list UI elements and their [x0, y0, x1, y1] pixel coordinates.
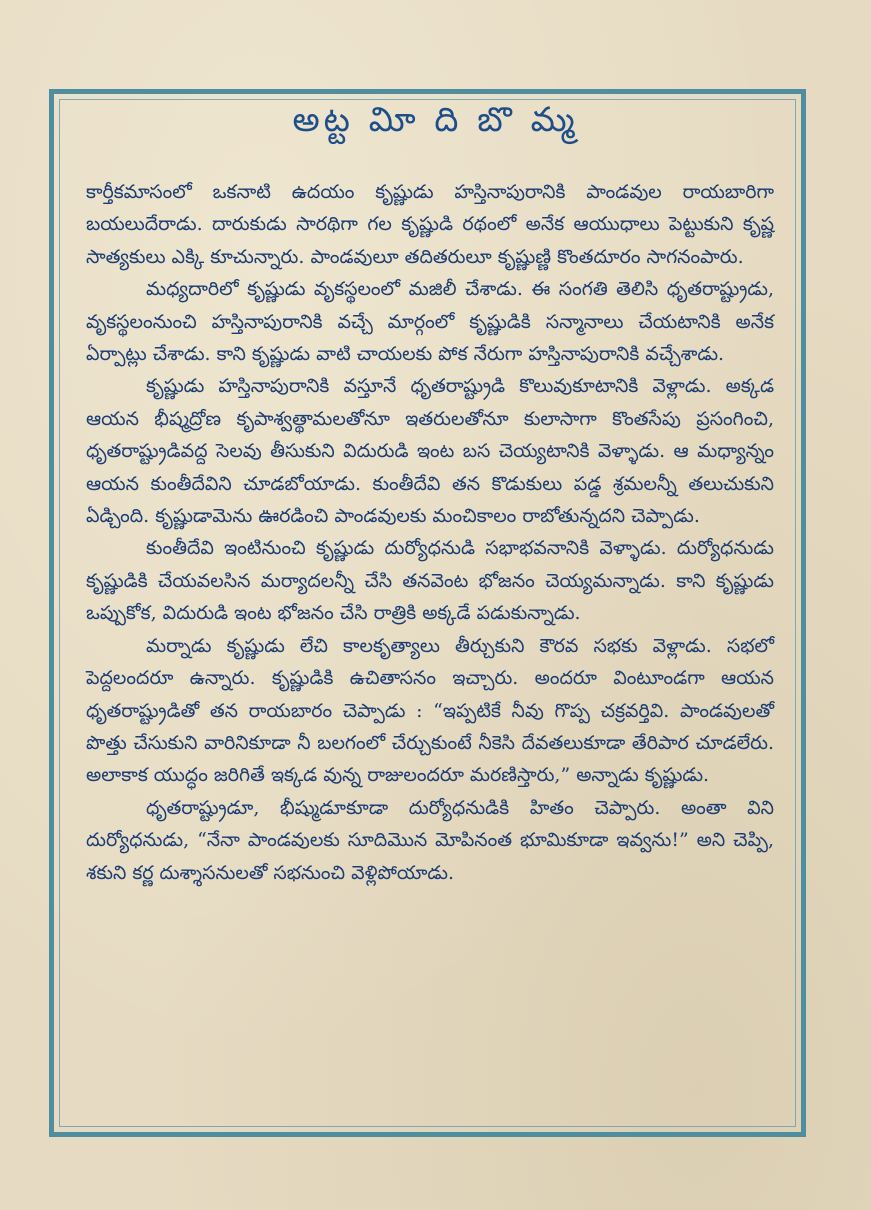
paragraph-3: కృష్ణుడు హస్తినాపురానికి వస్తూనే ధృతరాష్ట్రుడి కొలువుకూటానికి వెళ్లాడు. అక్కడ ఆయన భీష్మద్రోణ కృపాశ్వత్థామలతోనూ ఇతరులతోనూ కులాసాగా కొంతసేపు ప్రసంగించి, ధృతరాష్ట్రుడివద్ద సెలవు తీసుకుని విదురుడి ఇంట బస చెయ్యటానికి వెళ్ళాడు. ఆ మధ్యాన్నం ఆయన కుంతీదేవిని చూడబోయాడు. కుంతీదేవి తన కొడుకులు పడ్డ శ్రమలన్నీ తలుచుకుని ఏడ్చింది. కృష్ణుడామెను ఊరడించి పాండవులకు మంచికాలం రాబోతున్నదని చెప్పాడు. [86, 375, 774, 528]
paragraph-2: మధ్యదారిలో కృష్ణుడు వృకస్థలంలో మజిలీ చేశాడు. ఈ సంగతి తెలిసి ధృతరాష్ట్రుడు, వృకస్థలంనుంచి హస్తినాపురానికి వచ్చే మార్గంలో కృష్ణుడికి సన్మానాలు చేయటానికి అనేక ఏర్పాట్లు చేశాడు. కాని కృష్ణుడు వాటి చాయలకు పోక నేరుగా హస్తినాపురానికి వచ్చేశాడు. [86, 278, 774, 366]
paragraph-4: కుంతీదేవి ఇంటినుంచి కృష్ణుడు దుర్యోధనుడి సభాభవనానికి వెళ్ళాడు. దుర్యోధనుడు కృష్ణుడికి చేయవలసిన మర్యాదలన్నీ చేసి తనవెంట భోజనం చెయ్యమన్నాడు. కాని కృష్ణుడు ఒప్పుకోక, విదురుడి ఇంట భోజనం చేసి రాత్రికి అక్కడే పడుకున్నాడు. [86, 537, 774, 625]
body-text [86, 176, 774, 889]
paragraph-6: ధృతరాష్ట్రుడూ, భీష్ముడూకూడా దుర్యోధనుడికి హితం చెప్పారు. అంతా విని దుర్యోధనుడు, “నేనా పాండవులకు సూదిమొన మోపినంత భూమికూడా ఇవ్వను!” అని చెప్పి, శకుని కర్ణ దుశ్శాసనులతో సభనుంచి వెళ్లిపోయాడు. [86, 796, 774, 884]
paragraph-1: కార్తీకమాసంలో ఒకనాటి ఉదయం కృష్ణుడు హస్తినాపురానికి పాండవుల రాయబారిగా బయలుదేరాడు. దారుకుడు సారథిగా గల కృష్ణుడి రథంలో అనేక ఆయుధాలు పెట్టుకుని కృష్ణ సాత్యకులు ఎక్కి కూచున్నారు. పాండవులూ తదితరులూ కృష్ణుణ్ణి కొంతదూరం సాగనంపారు. [86, 181, 774, 268]
page-title: అట్ట విూ ది బొ మ్మ [292, 100, 579, 140]
paragraph-5: మర్నాడు కృష్ణుడు లేచి కాలకృత్యాలు తీర్చుకుని కౌరవ సభకు వెళ్లాడు. సభలో పెద్దలందరూ ఉన్నారు. కృష్ణుడికి ఉచితాసనం ఇచ్చారు. అందరూ వింటూండగా ఆయన ధృతరాష్ట్రుడితో తన రాయబారం చెప్పాడు : “ఇప్పటికే నీవు గొప్ప చక్రవర్తివి. పాండవులతో పొత్తు చేసుకుని వారినికూడా నీ బలగంలో చేర్చుకుంటే నీకెసి దేవతలుకూడా తేరిపార చూడలేరు. అలాకాక యుద్ధం జరిగితే ఇక్కడ వున్న రాజులందరూ మరణిస్తారు,” అన్నాడు కృష్ణుడు. [86, 634, 774, 787]
